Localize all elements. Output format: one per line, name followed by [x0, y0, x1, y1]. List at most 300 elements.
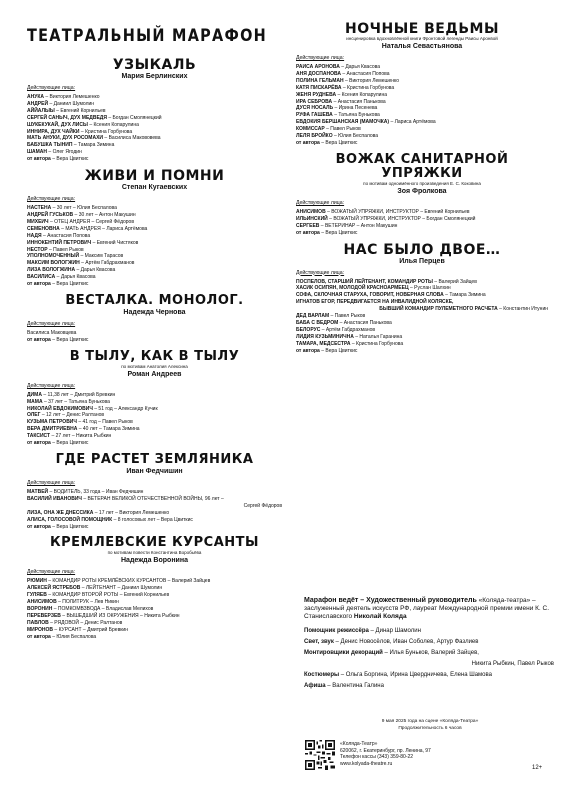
cast-role: ДИМА [27, 391, 42, 398]
cast-actor: – ВОДИТЕЛЬ, 33 года – Иван Федчишин [49, 489, 144, 495]
cast-role: АЙЙАЛЫЫ [27, 107, 55, 114]
play-title: НАС БЫЛО ДВОЕ… [343, 241, 501, 258]
cast-row [27, 274, 282, 281]
play-block [27, 294, 282, 344]
main-title: ТЕАТРАЛЬНЫЙ МАРАФОН [27, 26, 268, 46]
credit-label: Афиша [304, 683, 326, 689]
cast-actor: – КУРСАНТ – Дмитрий Бревкин [54, 626, 128, 633]
cast-role: СЕМЕНОВНА [27, 225, 60, 232]
cast-row [296, 85, 548, 92]
cast-row [27, 122, 282, 129]
cast-role: БЫВШИЙ КОМАНДИР ПУЛЕМЕТНОГО РАСЧЕТА [379, 306, 498, 313]
cast-row [27, 419, 282, 426]
play-author: Илья Перцев [399, 257, 445, 265]
cast-role: КУЗЬМА ПЕТРОВИЧ [27, 419, 77, 426]
cast-role: ИННИРА, ДУХ ЧАЙКИ [27, 128, 80, 135]
cast-row [27, 599, 282, 606]
cast-actor: – Анастасия Панькова [339, 319, 392, 326]
cast-role: МИРОНОВ [27, 626, 54, 633]
cast-actor: – Дарья Квасова [76, 267, 116, 274]
cast-role: от автора [27, 281, 51, 288]
address-line: 620062, г. Екатеринбург, пр. Ленина, 97 [340, 747, 431, 754]
marathon-name: Николай Коляда [353, 613, 407, 620]
cast-role: ПОСПЕЛОВ, СТАРШИЙ ЛЕЙТЕНАНТ, КОМАНДИР РОТЫ [296, 278, 433, 285]
cast-row [27, 433, 282, 440]
cast-role: АНУКА [27, 94, 44, 100]
cast-role: ПОЛИНА ГЕЛЬМАН [296, 77, 344, 84]
cast-actor: Сергей Фёдоров [243, 502, 282, 509]
cast-row [296, 341, 548, 348]
cast-role: НАДЯ [27, 232, 42, 239]
cast-row [27, 219, 282, 226]
cast-role: ИГНАТОВ ЕГОР, ПЕРЕДВИГАЕТСЯ НА ИНВАЛИДНОЙ КОЛЯСКЕ, [296, 299, 454, 306]
cast-role: АЛИСА, ГОЛОСОВОЙ ПОМОЩНИК [27, 516, 113, 523]
cast-role: УПОЛНОМОЧЕННЫЙ [27, 253, 80, 260]
cast-actor: – Виктория Лемешенко [45, 94, 100, 100]
marathon-lead-title: – Художественный руководитель [358, 597, 477, 604]
play-author: Роман Андреев [127, 370, 182, 378]
right-plays [296, 22, 548, 354]
cast-role: БЕЛОРУС [296, 326, 321, 333]
credit-list [304, 627, 554, 690]
cast-label: Действующие лица: [27, 196, 76, 203]
cast-row [27, 440, 282, 447]
cast-row [27, 613, 282, 620]
cast-label: Действующие лица: [296, 55, 345, 61]
cast-role: ТАМАРА, МЕДСЕСТРА [296, 340, 351, 347]
cast-actor: – Наталья Гаранина [355, 333, 403, 340]
cast-actor: – 41 год – Павел Рыков [78, 419, 133, 426]
cast-row [27, 240, 282, 247]
cast-row [296, 92, 548, 99]
cast-role: ШАМАН [27, 149, 48, 156]
cast-role: АНИСИМОВ [27, 599, 57, 606]
cast-role: РАИСА АРОНОВА [296, 64, 340, 70]
cast-role: РУФА ГАШЕВА [296, 112, 333, 119]
cast-role: ПЕРЕВЕРЗЕВ [27, 612, 61, 619]
cast-row [296, 64, 548, 71]
cast-row [27, 212, 282, 219]
cast-role: КОМИССАР [296, 126, 325, 133]
cast-row [296, 133, 548, 140]
cast-row [27, 503, 282, 510]
cast-row [27, 260, 282, 267]
cast-role: МИХЕИЧ [27, 218, 49, 225]
cast-role: ИРА СЕБРОВА [296, 98, 333, 105]
address-line: Телефон кассы (343) 359-80-22 [340, 754, 414, 761]
cast-list [27, 94, 282, 163]
cast-row [296, 140, 548, 147]
cast-role: АНИСИМОВ [296, 208, 326, 215]
cast-role: НЕСТОР [27, 246, 48, 253]
cast-actor: – Павел Рыков [330, 313, 366, 320]
cast-list [27, 578, 282, 640]
cast-actor: – МАТЬ АНДРЕЯ – Лариса Артёмова [61, 225, 148, 232]
credit-value: – Илья Буньков, Валерий Зайцев, [382, 650, 479, 656]
cast-role: ТАКСИСТ [27, 433, 51, 440]
cast-list [296, 64, 548, 147]
cast-actor: – 17 лет – Виктория Лемешенко [94, 509, 170, 516]
cast-role: ХАСИК ОСИПЯН, МОЛОДОЙ КРАСНОАРМЕЕЦ [296, 285, 409, 292]
cast-list [27, 205, 282, 288]
cast-row [296, 334, 548, 341]
cast-row [27, 592, 282, 599]
play-author: Иван Федчишин [126, 468, 183, 475]
cast-row [27, 510, 282, 517]
cast-role: МАТЬ АНУКИ, ДУХ РОСОМАХИ [27, 135, 104, 142]
credit-value: – Ольга Боргина, Ирина Цвердничева, Елена Шамова [339, 672, 492, 678]
play-block [27, 350, 282, 447]
cast-actor: – Юлия Беспалова [52, 633, 97, 640]
cast-role: БАБУШКА ТЫНИП [27, 142, 73, 149]
cast-actor: – Ирина Песенева [334, 105, 378, 112]
cast-actor: – Максим Тарасов [80, 253, 124, 260]
cast-role: ЛИЗА ВОЛОГЖИНА [27, 267, 76, 274]
play-block [27, 58, 282, 163]
cast-actor: – ОТЕЦ АНДРЕЯ – Сергей Фёдоров [49, 218, 134, 225]
cast-row [296, 223, 548, 230]
cast-row [27, 620, 282, 627]
play-author: Степан Кугаевских [121, 184, 188, 192]
cast-actor: – 27 лет – Никита Рыбкин [51, 433, 112, 440]
cast-actor: – РЯДОВОЙ – Денис Ралтанов [50, 619, 123, 626]
play-block [296, 243, 548, 355]
footnote-line: Продолжительность 6 часов [398, 726, 462, 731]
cast-role: РЮМИН [27, 578, 47, 585]
cast-actor: – 8 голосовых лет – Вера Цвиткис [113, 516, 193, 523]
cast-actor: – Тамара Зимина [445, 292, 486, 299]
theatre-address [340, 741, 431, 767]
cast-actor: – Василиса Макововева [104, 135, 161, 142]
cast-actor: – Дарья Квасова [56, 274, 96, 281]
cast-role: КАТЯ ПИСКАРЁВА [296, 84, 342, 91]
cast-actor: – КОМАНДИР ВТОРОЙ РОТЫ – Евгений Корнильев [48, 592, 170, 599]
cast-role: от автора [27, 523, 51, 530]
cast-row [27, 489, 282, 496]
cast-actor: – Вера Цвиткис [321, 229, 358, 236]
cast-actor: – Вера Цвиткис [52, 336, 89, 343]
cast-actor: – Евгений Корнильев [56, 107, 106, 114]
cast-row [27, 330, 282, 337]
cast-actor: – КОМАНДИР РОТЫ КРЕМЛЁВСКИХ КУРСАНТОВ – Валерий Зайцев [48, 578, 211, 585]
cast-actor: – Ксения Копарулина [89, 121, 139, 128]
cast-actor: – Даниил Шумолин [49, 100, 95, 107]
cast-row [27, 226, 282, 233]
cast-actor: – Кристина Горбунова [342, 84, 395, 91]
cast-role: ВАСИЛИСА [27, 274, 56, 281]
cast-actor: – Евгений Чистяков [92, 239, 139, 246]
cast-row [27, 606, 282, 613]
cast-role: СОФА, СКЛОЧНАЯ СТАРУХА, ГОВОРИТ, НОВЕРНАЯ СЛОВА [296, 292, 444, 299]
cast-role: ЛИДИЯ КУЗЬМИНИЧНА [296, 333, 354, 340]
cast-label: Действующие лица: [296, 269, 345, 276]
left-plays [27, 58, 282, 641]
credit-label: Помощник режиссёра [304, 628, 369, 634]
footnote-line: 9 мая 2025 года на сцене «Коляда-Театра» [381, 719, 479, 724]
credit-row [304, 627, 554, 635]
cast-role: ВЕРА ДМИТРИЕВНА [27, 426, 78, 433]
play-title: ЖИВИ И ПОМНИ [84, 168, 225, 185]
cast-role: ГУЛЯЕВ [27, 592, 47, 599]
play-title: ГДЕ РАСТЕТ ЗЕМЛЯНИКА [55, 452, 254, 467]
credit-value: – Валентина Галина [325, 683, 384, 689]
cast-row [27, 108, 282, 115]
cast-role: ЛЕЛЯ БРОЙКО [296, 133, 333, 140]
cast-list [296, 279, 548, 355]
play-note: по мотивам Анатолия Алексина [121, 363, 188, 369]
cast-actor: – Ксения Копарулина [337, 91, 388, 98]
cast-label: Действующие лица: [27, 480, 76, 486]
cast-label: Действующие лица: [27, 320, 76, 327]
cast-role: ИННОКЕНТИЙ ПЕТРОВИЧ [27, 239, 92, 246]
credit-label: Костюмеры [304, 672, 340, 678]
cast-actor: – Виктория Лемешенко [345, 77, 400, 84]
cast-actor: – 51 год – Александр Кучик [94, 405, 158, 412]
cast-row [27, 406, 282, 413]
credit-value: – Динар Шамолин [368, 628, 421, 634]
cast-actor: – Вера Цвиткис [52, 281, 89, 288]
cast-role: от автора [296, 139, 320, 146]
cast-actor: – Олег Ягодин [48, 149, 82, 156]
cast-row [27, 205, 282, 212]
cast-actor: – ВОЖАТЫЙ УПРЯЖКИ, ИНСТРУКТОР – Евгений Корнильев [327, 208, 470, 215]
age-rating: 12+ [532, 765, 543, 771]
qr-code-icon [305, 740, 335, 770]
cast-row [27, 496, 282, 503]
cast-row [296, 99, 548, 106]
cast-actor: – Тамара Зимина [73, 142, 115, 149]
cast-role: АЛЕКСЕЙ ЯСТРЕБОВ [27, 585, 81, 592]
cast-row [27, 101, 282, 108]
cast-row [296, 78, 548, 85]
cast-row [27, 392, 282, 399]
cast-row [27, 94, 282, 101]
cast-row [27, 281, 282, 288]
play-title: В ТЫЛУ, КАК В ТЫЛУ [69, 348, 240, 364]
cast-row [296, 71, 548, 78]
cast-row [27, 115, 282, 122]
play-author: Надежда Воронина [121, 557, 188, 565]
cast-role: МАТВЕЙ [27, 489, 49, 495]
cast-row [296, 320, 548, 327]
cast-list [27, 330, 282, 344]
credit-label: Свет, звук [304, 639, 334, 645]
left-column [27, 22, 282, 647]
play-title: ВЕСТАЛКА. МОНОЛОГ. [65, 292, 244, 308]
cast-row [296, 112, 548, 119]
cast-role: СЕРГЕЕВ [296, 222, 320, 229]
marathon-text: «Коляда-театра» – заслуженный деятель искусств РФ, лауреат Международной премии имени К. С. Станиславского [304, 597, 550, 620]
cast-row [27, 627, 282, 634]
cast-row [27, 337, 282, 344]
play-title: УЗЫКАЛЬ [112, 57, 197, 73]
cast-role: МАКСИМ ВОЛОГЖИН [27, 260, 80, 267]
cast-actor: – 37 лет – Татьяна Бунькова [43, 398, 110, 405]
cast-role: от автора [296, 347, 320, 354]
cast-actor: – Руслан Шалхин [410, 285, 451, 292]
cast-role: ВАСИЛИЙ ИВАНОВИЧ [27, 495, 82, 502]
play-author: Зоя Фролкова [397, 187, 447, 195]
cast-actor: – ПОЛИТРУК – Лев Никин [58, 599, 119, 606]
cast-row [27, 156, 282, 163]
cast-role: от автора [27, 440, 51, 447]
play-block [296, 153, 548, 237]
cast-label: Действующие лица: [296, 199, 345, 206]
cast-row [27, 399, 282, 406]
cast-actor: – Анастасия Попова [42, 232, 91, 239]
cast-actor: – Артём Габдрахманов [321, 326, 376, 333]
cast-role: АНДРЕЙ ГУСЬКОВ [27, 211, 74, 218]
credit-row [304, 682, 554, 690]
cast-role: ЕВДОКИЯ БЕРШАНСКАЯ (МАМОЧКА) [296, 119, 390, 126]
cast-actor: – Юлия Беспалова [334, 133, 379, 140]
cast-actor: – ВЕТЕРИНАР – Антон Макушин [320, 222, 398, 229]
cast-role: БАБА С ВЕДРОМ [296, 319, 339, 326]
cast-role: ДУСЯ НОСАЛЬ [296, 105, 334, 112]
cast-role: АНДРЕЙ [27, 100, 49, 107]
marathon-host [304, 597, 554, 621]
cast-row [27, 149, 282, 156]
cast-role: ДЕД ВАРЛАМ [296, 313, 330, 320]
play-title: КРЕМЛЕВСКИЕ КУРСАНТЫ [49, 535, 259, 551]
cast-label: Действующие лица: [27, 382, 76, 389]
cast-actor: – Павел Рыков [326, 126, 361, 133]
cast-actor: – 40 лет – Тамара Зимина [78, 426, 140, 433]
cast-row [296, 285, 548, 292]
cast-role: от автора [27, 336, 51, 343]
cast-row [27, 267, 282, 274]
address-line: «Коляда-Театр» [340, 741, 378, 747]
cast-actor: – ЛЕЙТЕНАНТ – Даниил Шумолин [81, 585, 163, 592]
cast-role: от автора [27, 633, 51, 640]
play-block [27, 453, 282, 530]
cast-row [296, 306, 548, 313]
credit-row [304, 638, 554, 646]
cast-role: от автора [296, 229, 320, 236]
cast-actor: – 30 лет – Юлия Беспалова [52, 205, 117, 212]
address-line[interactable]: www.kolyada-theatre.ru [340, 760, 393, 767]
cast-row [27, 233, 282, 240]
credit-row [304, 660, 554, 668]
cast-actor: – Вера Цвиткис [321, 139, 358, 146]
cast-row [296, 209, 548, 216]
play-author: Наталья Севастьянова [381, 43, 463, 50]
cast-role: ЛИЗА, ОНА ЖЕ ДНЕССИКА [27, 509, 94, 516]
performance-note [320, 718, 540, 732]
cast-actor: – Валерий Зайцев [434, 278, 477, 285]
credit-value: Никита Рыбкин, Павел Рыков [471, 661, 554, 667]
play-note: по мотивам повести Константина Воробьёва [107, 550, 202, 556]
cast-actor: – Лариса Артёмова [390, 119, 436, 126]
cast-actor: – Вера Цвиткис [52, 440, 89, 447]
cast-actor: – Константин Итунин [499, 306, 548, 313]
cast-role: НАСТЕНА [27, 205, 52, 212]
cast-role: ШУКЕКУКАЙ, ДУХ ЛИСЫ [27, 121, 88, 128]
cast-role: НИКОЛАЙ ЕВДОКИМОВИЧ [27, 405, 93, 412]
play-note: по мотивам одноимённого произведения Е. С. Коковина [363, 180, 481, 186]
play-note: инсценировка вдохновлённой книги Фронтовой легенды Раисы Аронвой [346, 36, 498, 41]
cast-label: Действующие лица: [27, 85, 76, 91]
cast-row [27, 426, 282, 433]
cast-role: ИЛЬИНСКИЙ [296, 215, 328, 222]
cast-actor: – Анастасия Попова [342, 70, 390, 77]
cast-row [296, 105, 548, 112]
cast-row [296, 313, 548, 320]
cast-actor: – ПОМКОМВЗВОДА – Владислав Мелихов [53, 606, 154, 613]
cast-row [27, 634, 282, 641]
cast-label: Действующие лица: [27, 569, 76, 576]
play-block [27, 169, 282, 288]
cast-row [27, 517, 282, 524]
credit-row [304, 649, 554, 657]
cast-role: АНЯ ДОСПАНОВА [296, 70, 341, 77]
cast-actor: – Вера Цвиткис [321, 347, 358, 354]
cast-row [27, 142, 282, 149]
cast-actor: – 30 лет – Антон Макушин [74, 211, 136, 218]
cast-actor: – ВОЖАТЫЙ УПРЯЖКИ, ИНСТРУКТОР – Богдан Смолянецкий [329, 215, 476, 222]
cast-row [27, 253, 282, 260]
cast-actor: – Татьяна Бунькова [334, 112, 380, 119]
play-title: ВОЖАК САНИТАРНОЙ УПРЯЖКИ [335, 151, 509, 181]
cast-actor: – ВЕТЕРАН ВЕЛИКОЙ ОТЕЧЕСТВЕННОЙ ВОЙНЫ, 96 лет – [83, 495, 224, 502]
cast-actor: – Павел Рыков [48, 246, 84, 253]
credit-value: – Денис Новосёлов, Иван Соболев, Артур Фазлиев [333, 639, 479, 645]
cast-row [27, 129, 282, 136]
cast-actor: – Артём Габдрахманов [81, 260, 135, 267]
credit-row [304, 671, 554, 679]
cast-row [296, 119, 548, 126]
right-column [296, 22, 548, 360]
cast-actor: – Вера Цвиткис [52, 156, 89, 163]
cast-role: от автора [27, 156, 51, 163]
cast-role: ПАВЛОВ [27, 619, 49, 626]
cast-list [27, 489, 282, 530]
cast-row [296, 348, 548, 355]
cast-role: СЕРГЕЙ САНЫЧ, ДУХ МЕДВЕДЯ [27, 114, 107, 121]
cast-role: МАМА [27, 398, 43, 405]
play-title: НОЧНЫЕ ВЕДЬМЫ [345, 21, 499, 37]
cast-actor: Василиса Маковцева [27, 329, 77, 336]
play-author: Надежда Чернова [123, 308, 186, 316]
play-author: Мария Берлинских [121, 73, 188, 80]
marathon-lead: Марафон ведёт [304, 597, 359, 604]
cast-row [27, 412, 282, 419]
cast-actor: – Богдан Смолянецкий [108, 114, 162, 121]
cast-role: ОЛЕГ [27, 412, 41, 419]
cast-row [296, 327, 548, 334]
cast-row [27, 135, 282, 142]
cast-role: ВОРОНИН [27, 606, 53, 613]
cast-row [296, 230, 548, 237]
cast-actor: – Кристина Горбунова [351, 340, 404, 347]
cast-actor: – Дарья Квасова [341, 64, 381, 70]
play-block [296, 22, 548, 147]
play-block [27, 536, 282, 640]
cast-actor: – 12 лет – Денис Ралтанов [41, 412, 105, 419]
credit-label: Монтировщики декораций [304, 650, 383, 656]
cast-list [27, 392, 282, 447]
cast-row [296, 216, 548, 223]
cast-actor: – Вера Цвиткис [52, 523, 89, 530]
cast-actor: – ВЫШЕДШИЙ ИЗ ОКРУЖЕНИЯ – Никита Рыбкин [62, 612, 180, 619]
cast-list [296, 209, 548, 237]
cast-actor: – 11,38 лет – Дмитрий Бревкин [43, 391, 116, 398]
cast-actor: – Анастасия Панькова [333, 98, 386, 105]
cast-row [27, 524, 282, 531]
cast-actor: – Кристина Горбунова [80, 128, 133, 135]
credits-block [304, 597, 554, 693]
cast-role: ЖЕНЯ РУДНЕВА [296, 91, 337, 98]
